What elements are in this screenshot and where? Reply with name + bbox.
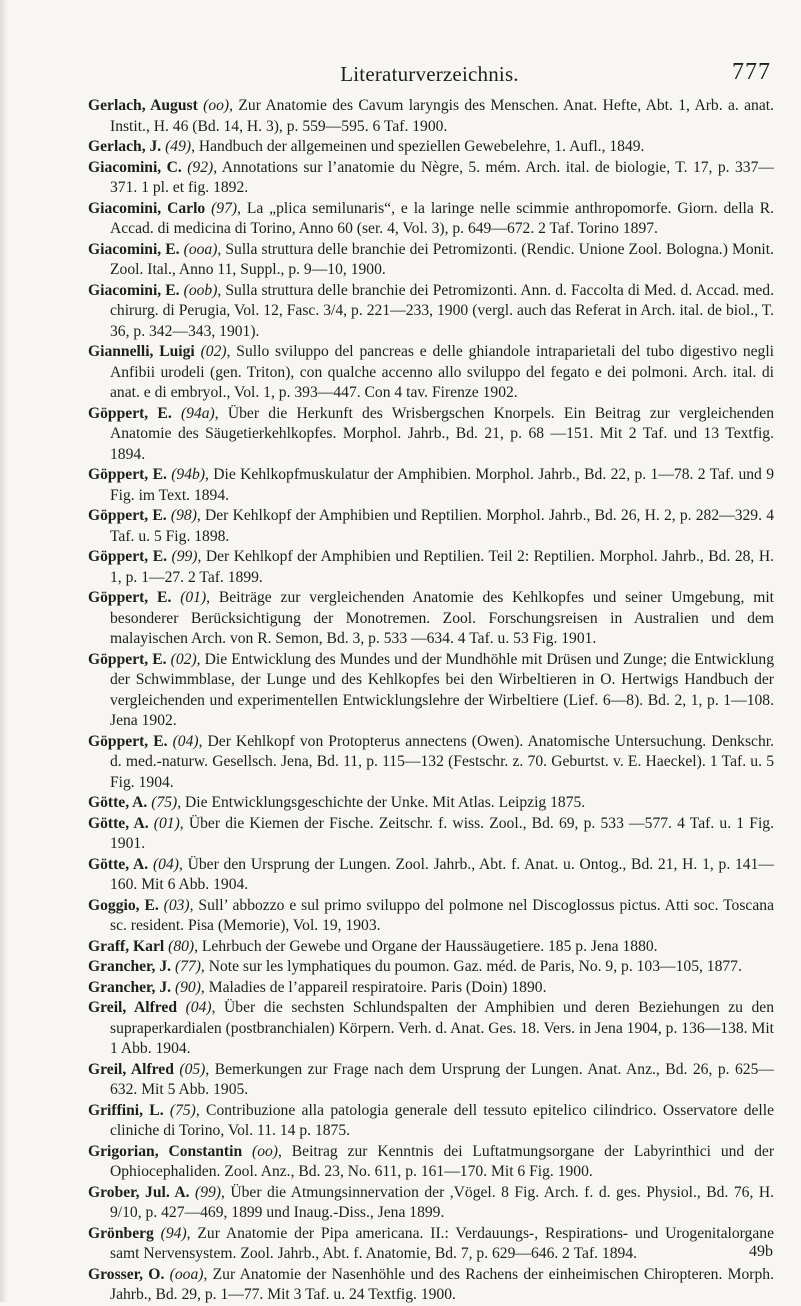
entry-text: , Über die Kiemen der Fische. Zeitschr. f. wiss. Zool., Bd. 69, p. 533 —577. 4 Taf. u. 1 Fig. 1901.: [110, 814, 774, 852]
entry-year: (94a): [180, 404, 215, 422]
bibliography-entry: [88, 199, 774, 240]
entry-author: Griffini, L.: [88, 1101, 164, 1119]
entry-author: Göppert, E.: [88, 732, 168, 750]
page-binding-shadow: [0, 0, 8, 1302]
entry-text: , Annotations sur l’anatomie du Nègre, 5. mém. Arch. ital. de biologie, T. 17, p. 337—371. 1 pl. et fig. 1892.: [110, 158, 774, 196]
bibliography-entry: [88, 1142, 774, 1183]
entry-author: Göppert, E.: [88, 404, 172, 422]
entry-author: Grancher, J.: [88, 958, 172, 975]
entry-author: Grosser, O.: [88, 1265, 165, 1283]
bibliography-entry: [88, 793, 774, 814]
entry-year: (90): [174, 978, 201, 996]
bibliography-entry: [88, 1265, 774, 1306]
entry-text: , Zur Anatomie der Nasenhöhle und des Rachens der einheimischen Chiropteren. Morph. Jahrb., Bd. 29, p. 1—77. Mit 3 Taf. u. 24 Textfig. 1900.: [110, 1265, 774, 1303]
bibliography-entry: [88, 342, 774, 404]
entry-author: Gerlach, August: [88, 97, 198, 114]
entry-year: (99): [195, 1183, 221, 1201]
entry-author: Götte, A.: [88, 814, 149, 832]
entry-author: Grigorian, Constantin: [88, 1142, 243, 1160]
entry-text: , Zur Anatomie der Pipa americana. II.: Verdauungs-, Respirations- und Urogenitalorgane samt Nervensystem. Zool. Jahrb., Abt. f. Anatomie, Bd. 7, p. 629—646. 2 Taf. 1894.: [110, 1224, 774, 1262]
entry-text: , Beiträge zur vergleichenden Anatomie des Kehlkopfes und seiner Umgebung, mit besonderer Berücksichtigung der Monotremen. Zool. Forschungsreisen in Australien und dem malayischen Arch. von R. Semon, Bd. 3, p. 533 —634. 4 Taf. u. 53 Fig. 1901.: [110, 589, 774, 647]
bibliography-entry: [88, 732, 774, 794]
entry-year: (02): [200, 343, 227, 360]
page-number: 777: [732, 59, 771, 85]
bibliography-entry: [88, 1101, 774, 1142]
bibliography-entry: [88, 1224, 774, 1265]
entry-text: , Der Kehlkopf von Protopterus annectens (Owen). Anatomische Untersuchung. Denkschr. d. med.-naturw. Gesellsch. Jena, Bd. 11, p. 115—132 (Festschr. z. 70. Geburtst. v. E. Haeckel). 1 Taf. u. 5 Fig. 1904.: [110, 732, 774, 791]
entry-year: (03): [163, 896, 190, 914]
bibliography-entry: [88, 158, 774, 199]
entry-author: Gerlach, J.: [88, 138, 162, 155]
entry-year: (80): [168, 937, 195, 955]
entry-year: (02): [170, 650, 197, 668]
entry-author: Grober, Jul. A.: [88, 1183, 190, 1201]
entry-author: Giacomini, E.: [88, 281, 180, 299]
entry-text: , Maladies de l’appareil respiratoire. Paris (Doin) 1890.: [200, 978, 547, 996]
entry-year: (75): [169, 1101, 196, 1119]
entry-year: (49): [165, 138, 192, 155]
entry-text: , Sulla struttura delle branchie dei Petromizonti. (Rendic. Unione Zool. Bologna.) Monit. Zool. Ital., Anno 11, Suppl., p. 9—10, 1900.: [110, 240, 774, 278]
entry-year: (92): [187, 158, 214, 176]
entry-year: (98): [170, 507, 197, 524]
bibliography-entry: [88, 465, 774, 506]
entry-author: Greil, Alfred: [88, 999, 177, 1016]
entry-year: (94): [160, 1224, 187, 1242]
entry-text: , Sull’ abbozzo e sul primo sviluppo del polmone nel Discoglossus pictus. Atti soc. Toscana sc. resident. Pisa (Memorie), Vol. 19, 1903.: [110, 896, 774, 934]
entry-text: , Zur Anatomie des Cavum laryngis des Menschen. Anat. Hefte, Abt. 1, Arb. a. anat. Instit., H. 46 (Bd. 14, H. 3), p. 559—595. 6 Taf. 1900.: [110, 97, 774, 135]
entry-year: (94b): [171, 466, 206, 483]
entry-text: , Bemerkungen zur Frage nach dem Ursprung der Lungen. Anat. Anz., Bd. 26, p. 625—632. Mit 5 Abb. 1905.: [110, 1060, 774, 1098]
bibliography-entry: [88, 137, 774, 158]
entry-author: Giacomini, E.: [88, 240, 180, 258]
entry-author: Göppert, E.: [88, 548, 167, 565]
entry-text: , Über die Herkunft des Wrisbergschen Knorpels. Ein Beitrag zur vergleichenden Anatomie des Säugetierkehlkopfes. Morphol. Jahrb., Bd. 21, p. 68 —151. Mit 2 Taf. und 13 Textfig. 1894.: [110, 404, 775, 463]
bibliography-entry: [88, 1183, 774, 1224]
entry-author: Giacomini, C.: [88, 158, 182, 176]
entry-author: Grancher, J.: [88, 978, 172, 996]
entry-author: Goggio, E.: [88, 896, 159, 914]
entry-year: (77): [174, 958, 201, 975]
entry-text: , Über die sechsten Schlundspalten der Amphibien und deren Beziehungen zu den supraperkardialen (postbranchialen) Körpern. Verh. d. Anat. Ges. 18. Vers. in Jena 1904, p. 136—138. Mit 1 Abb. 1904.: [110, 999, 775, 1057]
bibliography-entry: [88, 281, 774, 343]
entry-text: , Handbuch der allgemeinen und speziellen Gewebelehre, 1. Aufl., 1849.: [191, 138, 645, 155]
bibliography-entry: [88, 240, 774, 281]
page-header: [88, 59, 771, 92]
entry-text: , Die Entwicklung des Mundes und der Mundhöhle mit Drüsen und Zunge; die Entwicklung der Schwimmblase, der Lunge und des Kehlkopfes bei den Wirbeltieren in O. Hertwigs Handbuch der vergleichenden und experimentellen Entwicklungslehre der Wirbeltiere (Lief. 6—8). Bd. 2, 1, p. 1—108. Jena 1902.: [110, 650, 774, 729]
entry-year: (oo): [203, 97, 230, 114]
bibliography-entry: [88, 937, 774, 958]
entry-text: , Sulla struttura delle branchie dei Petromizonti. Ann. d. Faccolta di Med. d. Accad. med. chirurg. di Perugia, Vol. 12, Fasc. 3/4, p. 221—233, 1900 (vergl. auch das Referat in Arch. ital. de biol., T. 36, p. 342—343, 1901).: [110, 281, 774, 340]
entry-text: , Sullo sviluppo del pancreas e delle ghiandole intraparietali del tubo digestivo negli Anfibii urodeli (gen. Triton), con qualche accenno allo sviluppo del fegato e dei polmoni. Arch. ital. di anat. e di embryol., Vol. 1, p. 393—447. Con 4 tav. Firenze 1902.: [110, 343, 774, 401]
bibliography-entry: [88, 896, 774, 937]
bibliography-entry: [88, 814, 774, 855]
entry-text: , Der Kehlkopf der Amphibien und Reptilien. Teil 2: Reptilien. Morphol. Jahrb., Bd. 28, H. 1, p. 1—27. 2 Taf. 1899.: [110, 548, 774, 586]
entry-author: Giannelli, Luigi: [88, 343, 195, 360]
entry-year: (01): [153, 814, 180, 832]
entry-text: , Die Kehlkopfmuskulatur der Amphibien. Morphol. Jahrb., Bd. 22, p. 1—78. 2 Taf. und 9 Fig. im Text. 1894.: [110, 466, 774, 504]
running-title: Literaturverzeichnis.: [340, 62, 519, 86]
entry-author: Götte, A.: [88, 855, 149, 873]
entry-author: Graff, Karl: [88, 937, 165, 955]
entry-text: , Beitrag zur Kenntnis dei Luftatmungsorgane der Labyrinthici und der Ophiocephaliden. Zool. Anz., Bd. 23, No. 611, p. 161—170. Mit 6 Fig. 1900.: [110, 1142, 775, 1180]
bibliography-entry: [88, 978, 774, 999]
entry-text: , Lehrbuch der Gewebe und Organe der Haussäugetiere. 185 p. Jena 1880.: [194, 937, 658, 955]
bibliography-entry: [88, 547, 774, 588]
entry-text: , Der Kehlkopf der Amphibien und Reptilien. Morphol. Jahrb., Bd. 26, H. 2, p. 282—329. 4 Taf. u. 5 Fig. 1898.: [110, 507, 775, 545]
entry-text: , Contribuzione alla patologia generale dell tessuto epitelico cilindrico. Osservatore delle cliniche di Torino, Vol. 11. 14 p. 1875.: [110, 1101, 774, 1139]
bibliography-entry: [88, 998, 774, 1060]
entry-author: Göppert, E.: [88, 507, 167, 524]
entry-author: Giacomini, Carlo: [88, 199, 206, 217]
entry-author: Göppert, E.: [88, 650, 167, 668]
entry-year: (04): [172, 732, 199, 750]
printer-signature: 49b: [749, 1243, 773, 1260]
entry-text: , Note sur les lymphatiques du poumon. Gaz. méd. de Paris, No. 9, p. 103—105, 1877.: [200, 958, 742, 975]
entry-year: (97): [211, 199, 238, 217]
entry-year: (04): [185, 999, 212, 1016]
entry-year: (05): [179, 1060, 206, 1078]
entry-year: (75): [151, 794, 178, 811]
entry-year: (oob): [183, 281, 218, 299]
entry-year: (99): [171, 548, 198, 565]
bibliography-entry: [88, 506, 774, 547]
bibliography-entry: [88, 1060, 774, 1101]
entry-year: (ooa): [183, 240, 218, 258]
entry-year: (oo): [252, 1142, 278, 1160]
bibliography-list: [88, 96, 774, 1306]
entry-year: (04): [152, 855, 179, 873]
bibliography-entry: [88, 588, 774, 650]
bibliography-entry: [88, 957, 774, 978]
entry-text: , Über die Atmungsinnervation der ,Vögel. 8 Fig. Arch. f. d. ges. Physiol., Bd. 76, H. 9/10, p. 427—469, 1899 und Inaug.-Diss., Jena 1899.: [110, 1183, 774, 1221]
entry-text: , La „plica semilunaris“, e la laringe nelle scimmie anthropomorfe. Giorn. della R. Accad. di medicina di Torino, Anno 60 (ser. 4, Vol. 3), p. 649—672. 2 Taf. Torino 1897.: [110, 199, 774, 237]
bibliography-entry: [88, 650, 774, 732]
bibliography-entry: [88, 404, 774, 466]
bibliography-entry: [88, 855, 774, 896]
entry-author: Göppert, E.: [88, 589, 172, 606]
entry-year: (01): [180, 589, 207, 606]
entry-author: Grönberg: [88, 1224, 154, 1242]
bibliography-entry: [88, 96, 774, 137]
entry-author: Greil, Alfred: [88, 1060, 174, 1078]
entry-year: (ooa): [169, 1265, 204, 1283]
entry-text: , Die Entwicklungsgeschichte der Unke. Mit Atlas. Leipzig 1875.: [177, 794, 586, 811]
entry-author: Götte, A.: [88, 794, 148, 811]
entry-text: , Über den Ursprung der Lungen. Zool. Jahrb., Abt. f. Anat. u. Ontog., Bd. 21, H. 1, p. 141—160. Mit 6 Abb. 1904.: [110, 855, 774, 893]
entry-author: Göppert, E.: [88, 466, 167, 483]
